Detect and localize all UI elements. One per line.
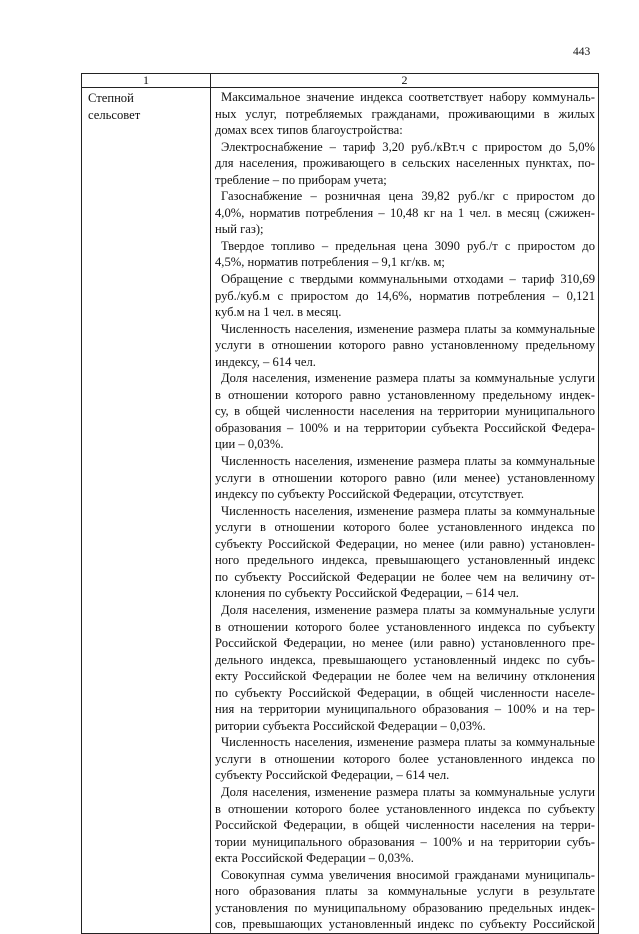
text-line: Обращение с твердыми коммунальными отходами – тариф 310,69	[221, 272, 595, 287]
description-paragraph	[215, 271, 595, 321]
text-line: услуги в отношении которого равно установленному предельному	[215, 338, 595, 353]
text-line: ции – 0,03%.	[215, 437, 284, 452]
text-line: Твердое топливо – предельная цена 3090 руб./т с приростом до	[221, 238, 595, 253]
text-line: услуги в отношении которого более установленного индекса по	[215, 520, 595, 535]
text-line: Максимальное значение индекса соответствует набору коммуналь-	[221, 90, 595, 104]
page-number: 443	[573, 46, 591, 58]
table-row	[82, 88, 599, 934]
text-line: Российской Федерации, но менее (или равно) установленного пре-	[215, 636, 595, 651]
description-paragraph	[215, 503, 595, 602]
text-line: домах всех типов благоустройства:	[215, 123, 403, 138]
description-paragraph	[215, 238, 595, 271]
description-paragraph	[215, 188, 595, 238]
territory-name	[83, 89, 209, 123]
text-line: ния на территории муниципального образования – 100% и на тер-	[215, 702, 595, 717]
text-line: услуги в отношении которого равно (или менее) установленному	[215, 470, 595, 485]
text-line: 4,5%, норматив потребления – 9,1 кг/кв. м;	[215, 255, 445, 270]
indices-table	[81, 73, 599, 934]
text-line: Совокупная сумма увеличения вносимой гражданами муниципаль-	[221, 867, 595, 882]
description-paragraph	[215, 370, 595, 453]
text-line: установления по муниципальному образованию предельных индек-	[215, 900, 595, 915]
territory-name-line: Степной	[88, 91, 134, 105]
text-line: Электроснабжение – тариф 3,20 руб./кВт.ч с приростом до 5,0%	[221, 139, 595, 154]
text-line: для населения, проживающего в сельских населенных пунктах, по-	[215, 156, 595, 171]
text-line: 4,0%, норматив потребления – 10,48 кг на 1 чел. в месяц (сжижен-	[215, 205, 595, 220]
text-line: Численность населения, изменение размера платы за коммунальные	[221, 454, 595, 469]
text-line: ного образования платы за коммунальные услуги в результате	[215, 884, 595, 899]
text-line: екта Российской Федерации – 0,03%.	[215, 851, 414, 866]
text-line: су, в общей численности населения на территории муниципального	[215, 404, 595, 419]
text-line: по субъекту Российской Федерации, в общей численности населе-	[215, 685, 595, 700]
text-line: индексу по субъекту Российской Федерации, отсутствует.	[215, 487, 525, 502]
text-line: услуги в отношении которого более установленного индекса по	[215, 751, 595, 766]
column-number-2: 2	[211, 74, 599, 88]
text-line: в отношении которого более установленного индекса по субъекту	[215, 801, 595, 816]
text-line: Российской Федерации, в общей численности населения на терри-	[215, 818, 595, 833]
text-line: требление – по приборам учета;	[215, 172, 387, 187]
text-line: в отношении которого более установленного индекса по субъекту	[215, 619, 595, 634]
text-line: Доля населения, изменение размера платы за коммунальные услуги	[221, 371, 595, 386]
description-paragraph	[215, 867, 595, 933]
text-line: руб./куб.м с приростом до 14,6%, норматив потребления – 0,121	[215, 288, 595, 303]
description-paragraph	[215, 89, 595, 139]
text-line: индексу, – 614 чел.	[215, 354, 316, 369]
text-line: в отношении которого равно установленному предельному индек-	[215, 387, 595, 402]
description-paragraph	[215, 602, 595, 734]
text-line: Доля населения, изменение размера платы за коммунальные услуги	[221, 602, 595, 617]
text-line: по субъекту Российской Федерации не более чем на величину от-	[215, 569, 595, 584]
text-line: екту Российской Федерации не более чем на величину отклонения	[215, 669, 595, 684]
text-line: Численность населения, изменение размера платы за коммунальные	[221, 503, 595, 518]
territory-name-line: сельсовет	[88, 107, 141, 122]
territory-cell	[82, 88, 211, 934]
text-line: ного предельного индекса, превышающего установленный индекс	[215, 553, 595, 568]
text-line: сов, превышающих установленный индекс по субъекту Российской	[215, 917, 595, 932]
column-number-1: 1	[82, 74, 211, 88]
text-line: ритории субъекта Российской Федерации – 0,03%.	[215, 718, 486, 733]
text-line: субъекту Российской Федерации, но менее (или равно) установлен-	[215, 536, 595, 551]
description-paragraph	[215, 784, 595, 867]
text-line: Газоснабжение – розничная цена 39,82 руб./кг с приростом до	[221, 189, 595, 204]
text-line: субъекту Российской Федерации, – 614 чел.	[215, 768, 450, 783]
description-paragraph	[215, 139, 595, 189]
text-line: Численность населения, изменение размера платы за коммунальные	[221, 735, 595, 750]
text-line: Доля населения, изменение размера платы за коммунальные услуги	[221, 784, 595, 799]
description-paragraph	[215, 453, 595, 503]
text-line: образования – 100% и на территории субъекта Российской Федера-	[215, 420, 595, 435]
text-line: дельного индекса, превышающего установленный индекс по субъ-	[215, 652, 595, 667]
description-paragraph	[215, 321, 595, 371]
text-line: тории муниципального образования – 100% и на территории субъ-	[215, 834, 595, 849]
table-header-row	[82, 74, 599, 88]
text-line: куб.м на 1 чел. в месяц.	[215, 305, 342, 320]
description-paragraph	[215, 734, 595, 784]
text-line: ный газ);	[215, 222, 264, 237]
text-line: ных услуг, потребляемых гражданами, проживающими в жилых	[215, 106, 595, 121]
description-cell	[211, 88, 599, 934]
text-line: клонения по субъекту Российской Федерации, – 614 чел.	[215, 586, 519, 601]
text-line: Численность населения, изменение размера платы за коммунальные	[221, 321, 595, 336]
